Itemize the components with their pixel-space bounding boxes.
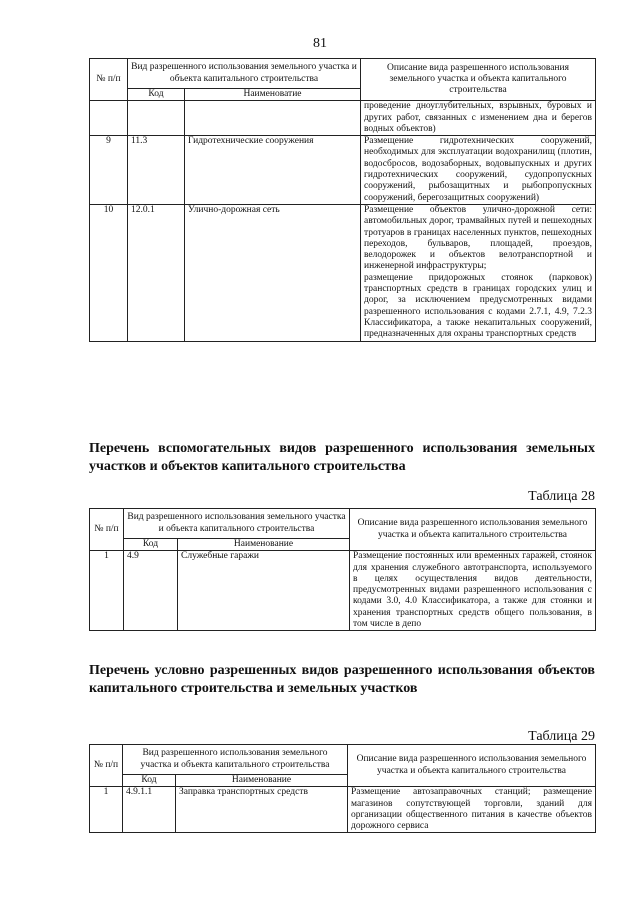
row-name: Улично-дорожная сеть — [185, 204, 361, 341]
table-caption-29: Таблица 29 — [528, 729, 595, 744]
header-name: Наименоватие — [185, 89, 361, 101]
header-name: Наименование — [178, 539, 350, 551]
row-name: Служебные гаражи — [178, 551, 350, 631]
row-name: Заправка транспортных средств — [176, 787, 348, 833]
header-number: № п/п — [90, 59, 128, 101]
row-number: 9 — [90, 136, 128, 205]
table-auxiliary-uses — [89, 508, 596, 631]
row-number: 1 — [90, 551, 124, 631]
row-description: проведение дноуглубительных, взрывных, буровых и других работ, связанных с изменением дна и берегов водных объектов) — [361, 101, 596, 136]
header-description: Описание вида разрешенного использования земельного участка и объекта капитального строительства — [361, 59, 596, 101]
table-row — [90, 787, 596, 833]
table-row — [90, 136, 596, 205]
section-heading-auxiliary: Перечень вспомогательных видов разрешенного использования земельных участков и объектов капитального строительства — [89, 441, 595, 474]
header-type-group: Вид разрешенного использования земельного участка и объекта капитального строительства — [123, 745, 348, 775]
row-code: 4.9 — [124, 551, 178, 631]
table-main-uses — [89, 58, 596, 342]
header-number: № п/п — [90, 509, 124, 551]
header-code: Код — [123, 775, 176, 787]
row-description-part: Размещение объектов улично-дорожной сети: автомобильных дорог, трамвайных путей и пешеходных тротуаров в границах населенных пунктов, пешеходных переходов, бульваров, площадей, проездов, велодорожек и объектов велотранспортной и инженерной инфраструктуры; — [364, 204, 592, 272]
table-conditional-uses — [89, 744, 596, 833]
row-code: 12.0.1 — [128, 204, 185, 341]
table-caption-28: Таблица 28 — [528, 489, 595, 504]
header-type-group: Вид разрешенного использования земельного участка и объекта капитального строительства — [128, 59, 361, 89]
table-row — [90, 204, 596, 341]
row-name: Гидротехнические сооружения — [185, 136, 361, 205]
row-code: 4.9.1.1 — [123, 787, 176, 833]
header-description: Описание вида разрешенного использования земельного участка и объекта капитального строительства — [350, 509, 596, 551]
row-code: 11.3 — [128, 136, 185, 205]
header-code: Код — [128, 89, 185, 101]
section-heading-conditional: Перечень условно разрешенных видов разрешенного использования объектов капитального строительства и земельных участков — [89, 663, 595, 696]
row-number: 1 — [90, 787, 123, 833]
row-description: Размещение автозаправочных станций; размещение магазинов сопутствующей торговли, зданий для организации общественного питания в качестве объектов дорожного сервиса — [348, 787, 596, 833]
header-description: Описание вида разрешенного использования земельного участка и объекта капитального строительства — [348, 745, 596, 787]
row-description — [361, 204, 596, 341]
row-number: 10 — [90, 204, 128, 341]
header-type-group: Вид разрешенного использования земельного участка и объекта капитального строительства — [124, 509, 350, 539]
header-name: Наименование — [176, 775, 348, 787]
row-description-part: размещение придорожных стоянок (парковок) транспортных средств в границах городских улиц и дорог, за исключением предусмотренных видами разрешенного использования с кодами 2.7.1, 4.9, 7.2.3 Классификатора, а также некапитальных сооружений, предназначенных для охраны транспортных средств — [364, 272, 592, 340]
table-row — [90, 101, 596, 136]
header-code: Код — [124, 539, 178, 551]
row-description: Размещение постоянных или временных гаражей, стоянок для хранения служебного автотранспорта, используемого в целях осуществления видов деятельности, предусмотренных видами разрешенного использования с кодами 3.0, 4.0 Классификатора, а также для стоянки и хранения транспортных средств общего пользования, в том числе в депо — [350, 551, 596, 631]
table-row — [90, 551, 596, 631]
header-number: № п/п — [90, 745, 123, 787]
page-number: 81 — [313, 36, 327, 51]
row-description: Размещение гидротехнических сооружений, необходимых для эксплуатации водохранилищ (плотин, водосбросов, водозаборных, водовыпускных и других гидротехнических сооружений, судопропускных сооружений, рыбозащитных и рыбопропускных сооружений, берегозащитных сооружений) — [361, 136, 596, 205]
